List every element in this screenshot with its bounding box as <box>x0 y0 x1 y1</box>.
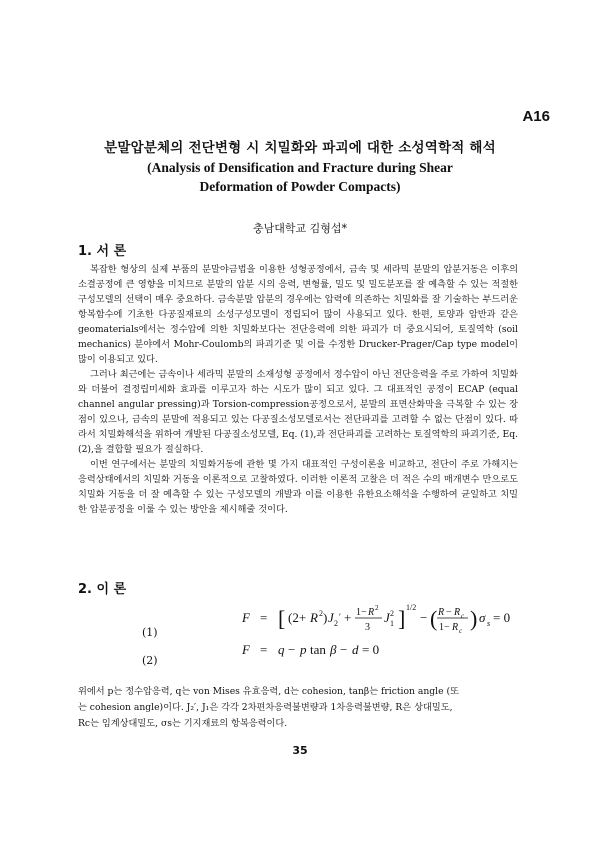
svg-text:]: ] <box>398 606 406 631</box>
paper-code: A16 <box>522 108 550 125</box>
svg-text:R: R <box>438 607 445 618</box>
svg-text:R: R <box>452 622 459 633</box>
svg-text:−: − <box>420 610 428 625</box>
svg-text:J: J <box>384 610 390 625</box>
equation-2-formula <box>242 640 422 660</box>
equation-1-formula <box>242 598 522 640</box>
svg-text:2: 2 <box>319 609 323 618</box>
svg-text:σ: σ <box>479 610 486 625</box>
title-korean: 분말압분체의 전단변형 시 치밀화와 파괴에 대한 소성역학적 해석 <box>104 140 496 156</box>
svg-text:=: = <box>260 610 268 625</box>
author: 충남대학교 김형섭* <box>252 222 347 235</box>
svg-text:R: R <box>368 607 375 618</box>
variable-definitions <box>78 684 523 732</box>
svg-text:= 0: = 0 <box>362 642 380 657</box>
svg-text:=: = <box>260 642 268 657</box>
svg-text:−: − <box>340 642 348 657</box>
svg-text:2: 2 <box>334 619 338 628</box>
page-number: 35 <box>292 744 308 757</box>
intro-body <box>78 262 518 517</box>
svg-text:R: R <box>454 607 461 618</box>
svg-text:3: 3 <box>365 622 370 633</box>
svg-text:′: ′ <box>339 612 341 622</box>
definitions-line-1: 위에서 p는 정수압응력, q는 von Mises 유효응력, d는 cohesion, tanβ는 friction angle (또 <box>78 686 459 697</box>
intro-paragraph-3: 이번 연구에서는 분말의 치밀화거동에 관한 몇 가지 대표적인 구성이론을 비교하고, 전단이 주로 가해지는 응력상태에서의 치밀화 거동을 이론적으로 고찰하였다. 이러한 이론적 고찰은 더 적은 수의 매개변수 만으로도 치밀화 거동을 더 잘 예측할 수 있는 구성모델의 개발과 이를 이용한 유한요소해석을 수행하여 균일하고 치밀한 압분공정을 이룰 수 있는 방안을 제시해줄 것이다. <box>78 459 518 515</box>
svg-text:1: 1 <box>390 619 394 628</box>
title-english-line2: Deformation of Powder Compacts) <box>199 179 401 194</box>
equation-number-1: (1) <box>142 626 158 639</box>
intro-paragraph-2: 그러나 최근에는 금속이나 세라믹 분말의 소재성형 공정에서 정수압이 아닌 전단응력을 주로 가하여 치밀화와 더불어 결정립미세화 효과를 이루고자 하는 시도가 많이 되고 있다. 그 대표적인 공정이 ECAP (equal channel angular pressing)과 Torsion-compression공정으로서, 분말의 표면산화막을 극복할 수 있는 장점이 있으나, 금속의 분말에 적용되고 있는 다공질소성모델로서는 전단파괴를 고려할 수 없는 단점이 있다. 따라서 치밀화해석을 위하여 개발된 다공질소성모델, Eq. (1),과 전단파괴를 고려하는 토질역학의 파괴기준, Eq. (2),을 결합할 필요가 절실하다. <box>78 369 518 455</box>
definitions-line-3: Rc는 임계상대밀도, σs는 기지재료의 항복응력이다. <box>78 718 288 729</box>
svg-text:R: R <box>310 610 318 625</box>
svg-text:−: − <box>288 642 296 657</box>
svg-text:J: J <box>328 610 334 625</box>
section-heading-intro: 1. 서 론 <box>78 244 127 259</box>
svg-text:+: + <box>344 610 352 625</box>
svg-text:p: p <box>300 642 307 657</box>
intro-paragraph-1: 복잡한 형상의 실제 부품의 분말야금법을 이용한 성형공정에서, 금속 및 세라믹 분말의 압분거동은 이후의 소결공정에 큰 영향을 미치므로 분말의 압분 시의 응력, 변형률, 밀도 및 밀도분포를 잘 예측할 수 있는 적절한 구성모델의 선택이 매우 중요하다. 금속분말 압분의 경우에는 압력에 의존하는 치밀화를 잘 기술하는 부드러운 항복함수에 기초한 다공질재료의 소성구성모델이 정립되어 많이 사용되고 있다. 한편, 토양과 암반과 같은 geomaterials에서는 정수압에 의한 치밀화보다는 전단응력에 의한 파괴가 더 중요시되어, 토질역학 (soil mechanics) 분야에서 Mohr-Coulomb의 파괴기준 및 이를 수정한 Drucker-Prager/Cap type model이 많이 이용되고 있다. <box>78 264 518 365</box>
svg-text:c: c <box>459 627 463 635</box>
svg-text:): ) <box>323 610 328 625</box>
svg-text:(: ( <box>430 606 438 631</box>
svg-text:d: d <box>352 642 359 657</box>
svg-text:1−: 1− <box>439 622 450 633</box>
equation-2 <box>242 640 422 664</box>
svg-text:(2+: (2+ <box>288 610 307 625</box>
equation-number-2: (2) <box>142 654 158 667</box>
svg-text:β: β <box>330 642 337 657</box>
svg-text:q: q <box>278 642 285 657</box>
svg-text:c: c <box>461 612 465 620</box>
svg-text:= 0: = 0 <box>493 610 511 625</box>
svg-text:tan: tan <box>310 642 326 657</box>
svg-text:1/2: 1/2 <box>406 603 417 612</box>
svg-text:): ) <box>470 606 478 631</box>
svg-text:[: [ <box>278 606 286 631</box>
title-english <box>60 158 540 196</box>
equation-1 <box>242 598 522 644</box>
svg-text:2: 2 <box>390 609 394 618</box>
title-english-line1: (Analysis of Densification and Fracture during Shear <box>147 160 453 175</box>
definitions-line-2: 는 cohesion angle)이다. J₂′, J₁은 각각 2차편차응력불변량과 1차응력불변량, R은 상대밀도, <box>78 702 453 713</box>
svg-text:2: 2 <box>375 604 379 612</box>
svg-text:F: F <box>242 642 250 657</box>
svg-text:F: F <box>242 610 250 625</box>
section-heading-theory: 2. 이 론 <box>78 582 127 597</box>
svg-text:1−: 1− <box>356 607 367 618</box>
svg-text:−: − <box>446 607 452 618</box>
svg-text:s: s <box>487 619 491 628</box>
